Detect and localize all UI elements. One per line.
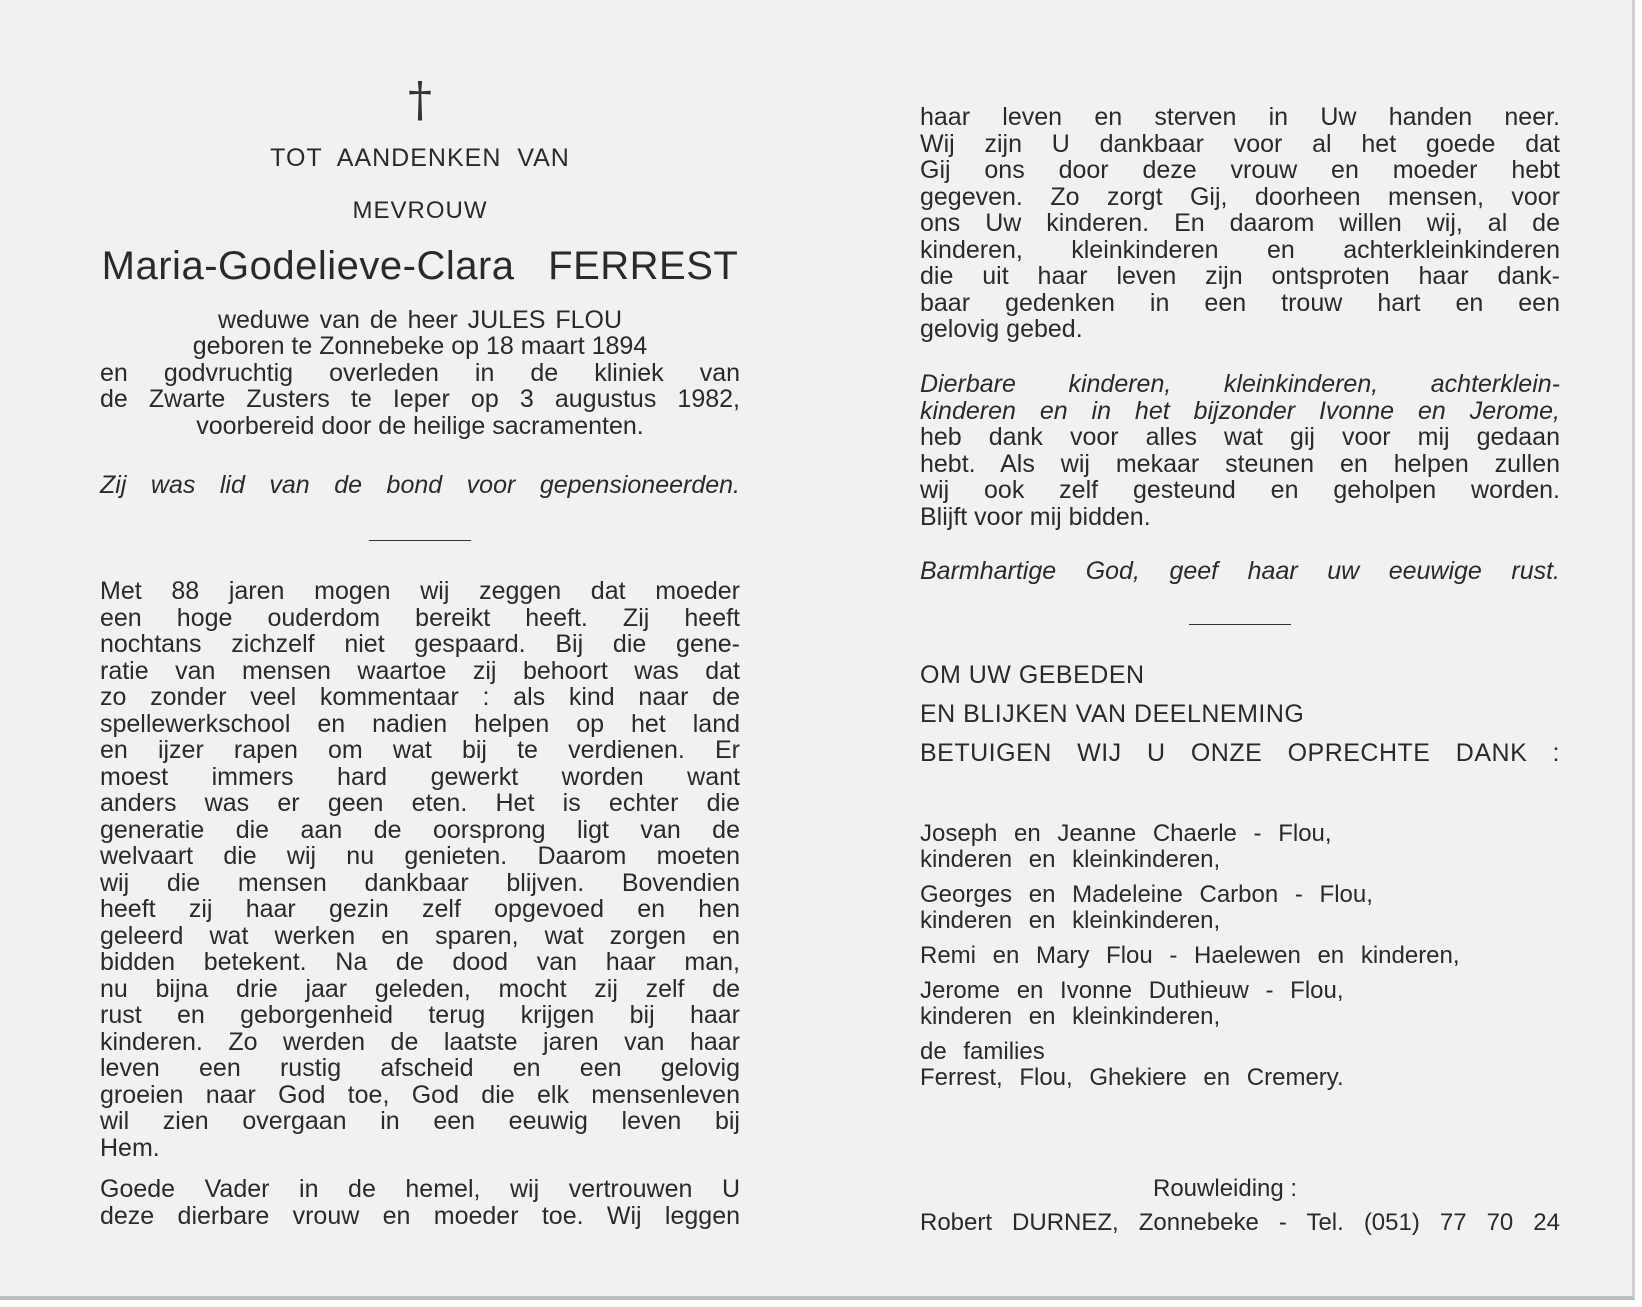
undertaker-line-wrap <box>920 1209 1560 1237</box>
eulogy-line: kinderen. Zo werden de laatste jaren van haar <box>100 1027 740 1056</box>
closing-prayer-block <box>920 558 1560 585</box>
eulogy-line: groeien naar God toe, God die elk mensenleven <box>100 1080 740 1109</box>
eulogy-line: een hoge ouderdom bereikt heeft. Zij heeft <box>100 603 740 632</box>
eulogy-line: en ijzer rapen om wat bij te verdienen. Er <box>100 736 740 764</box>
prayer-line: Wij zijn U dankbaar voor al het goede dat <box>920 129 1560 158</box>
address-line: kinderen en in het bijzonder Ivonne en Jerome, <box>920 396 1560 425</box>
eulogy-line: rust en geborgenheid terug krijgen bij haar <box>100 1001 740 1029</box>
prayer-line: gelovig gebed. <box>920 315 1083 343</box>
family-line: de families <box>920 1038 1045 1065</box>
family-line: Georges en Madeleine Carbon - Flou, <box>920 881 1373 908</box>
address-to-children <box>920 371 1560 530</box>
family-line: Remi en Mary Flou - Haelewen en kinderen, <box>920 942 1460 969</box>
eulogy-line: anders was er geen eten. Het is echter die <box>100 789 740 817</box>
eulogy-text <box>100 578 740 1161</box>
eulogy-line: moest immers hard gewerkt worden want <box>100 762 740 791</box>
birth-line: geboren te Zonnebeke op 18 maart 1894 <box>192 332 648 360</box>
eulogy-line: geleerd wat werken en sparen, wat zorgen en <box>100 921 740 950</box>
cross-icon: † <box>408 72 432 128</box>
undertaker-label: Rouwleiding : <box>1153 1175 1298 1202</box>
family-line: kinderen en kleinkinderen, <box>920 1003 1221 1030</box>
prayer-line: baar gedenken in een trouw hart en een <box>920 288 1560 317</box>
family-group <box>920 943 1560 969</box>
eulogy-line: wij die mensen dankbaar blijven. Bovendien <box>100 868 740 897</box>
family-line: kinderen en kleinkinderen, <box>920 846 1221 873</box>
birth-line: en godvruchtig overleden in de kliniek van <box>100 358 740 387</box>
eulogy-line: wil zien overgaan in een eeuwig leven bij <box>100 1107 740 1135</box>
eulogy-line: ratie van mensen waartoe zij behoort was dat <box>100 656 740 685</box>
prayer-line: gegeven. Zo zorgt Gij, doorheen mensen, voor <box>920 182 1560 211</box>
thanks-line-wrap <box>920 739 1560 768</box>
member-line-block <box>100 472 740 499</box>
address-line: Dierbare kinderen, kleinkinderen, achterklein- <box>920 370 1560 398</box>
eulogy-line: spellewerkschool en nadien helpen op het land <box>100 709 740 738</box>
address-line: wij ook zelf gesteund en geholpen worden. <box>920 476 1560 504</box>
eulogy-line: nu bijna drie jaar geleden, mocht zij zelf de <box>100 974 740 1003</box>
thanks-line: EN BLIJKEN VAN DEELNEMING <box>920 700 1305 728</box>
family-group <box>920 882 1560 934</box>
thanks-line: OM UW GEBEDEN <box>920 661 1145 689</box>
divider-right <box>1189 624 1291 625</box>
family-group <box>920 978 1560 1030</box>
family-line: Jerome en Ivonne Duthieuw - Flou, <box>920 977 1344 1004</box>
widow-line: weduwe van de heer JULES FLOU <box>217 306 623 334</box>
address-line: hebt. Als wij mekaar steunen en helpen zullen <box>920 449 1560 478</box>
address-line: Blijft voor mij bidden. <box>920 502 1151 531</box>
closing-prayer: Barmhartige God, geef haar uw eeuwige rust. <box>920 557 1560 585</box>
birth-line: voorbereid door de heilige sacramenten. <box>196 411 644 440</box>
prayer-line: kinderen, kleinkinderen en achterkleinkinderen <box>920 235 1560 264</box>
undertaker-line: Robert DURNEZ, Zonnebeke - Tel. (051) 77 70 24 <box>920 1209 1560 1236</box>
eulogy-line: heeft zij haar gezin zelf opgevoed en hen <box>100 895 740 923</box>
address-line: heb dank voor alles wat gij voor mij gedaan <box>920 423 1560 451</box>
prayer-line: haar leven en sterven in Uw handen neer. <box>920 103 1560 131</box>
prayer-continued-text <box>920 104 1560 343</box>
family-group <box>920 1039 1560 1091</box>
divider-left <box>369 540 471 541</box>
family-line: Joseph en Jeanne Chaerle - Flou, <box>920 820 1332 847</box>
family-line: Ferrest, Flou, Ghekiere en Cremery. <box>920 1064 1344 1091</box>
prayer-line: Gij ons door deze vrouw en moeder hebt <box>920 156 1560 184</box>
prayer-line: ons Uw kinderen. En daarom willen wij, al de <box>920 209 1560 237</box>
birth-death-block <box>100 333 740 439</box>
deceased-name: Maria-Godelieve-Clara FERREST <box>101 244 739 288</box>
eulogy-line: leven een rustig afscheid en een gelovig <box>100 1054 740 1082</box>
prayer-line: Goede Vader in de hemel, wij vertrouwen U <box>100 1175 740 1203</box>
eulogy-line: Met 88 jaren mogen wij zeggen dat moeder <box>100 577 740 605</box>
eulogy-line: bidden betekent. Na de dood van haar man, <box>100 948 740 976</box>
eulogy-line: welvaart die wij nu genieten. Daarom moeten <box>100 842 740 870</box>
prayer-text <box>100 1176 740 1229</box>
thanks-line: BETUIGEN WIJ U ONZE OPRECHTE DANK : <box>920 739 1560 767</box>
eulogy-line: zo zonder veel kommentaar : als kind naar de <box>100 683 740 711</box>
family-list <box>920 821 1560 1100</box>
eulogy-line: nochtans zichzelf niet gespaard. Bij die gene- <box>100 630 740 658</box>
prayer-line: die uit haar leven zijn ontsproten haar dank- <box>920 262 1560 290</box>
heading: TOT AANDENKEN VAN <box>270 144 570 172</box>
eulogy-line: generatie die aan de oorsprong ligt van de <box>100 815 740 844</box>
title: MEVROUW <box>352 197 488 224</box>
eulogy-line: Hem. <box>100 1133 160 1162</box>
prayer-line: deze dierbare vrouw en moeder toe. Wij leggen <box>100 1201 740 1230</box>
family-line: kinderen en kleinkinderen, <box>920 907 1221 934</box>
member-line: Zij was lid van de bond voor gepensioneerden. <box>100 471 740 499</box>
birth-line: de Zwarte Zusters te Ieper op 3 augustus 1982, <box>100 385 740 413</box>
family-group <box>920 821 1560 873</box>
